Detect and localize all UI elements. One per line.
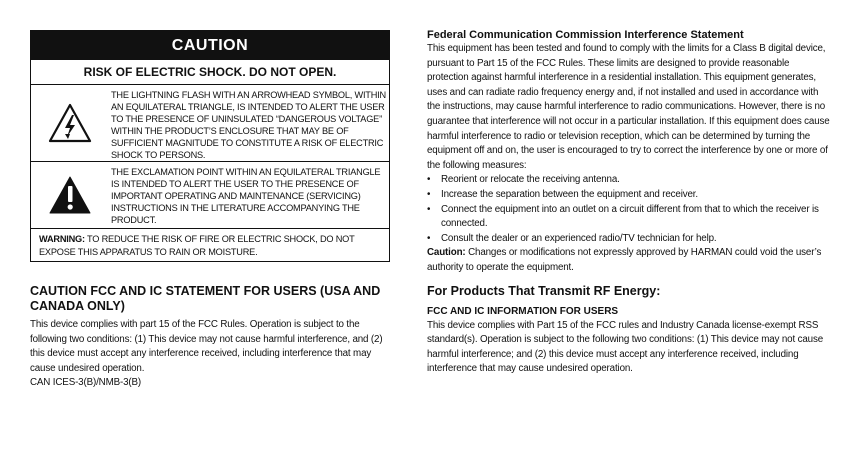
rf-energy-heading: For Products That Transmit RF Energy: xyxy=(427,283,661,298)
fcc-ic-title: CAUTION FCC AND IC STATEMENT FOR USERS (USA AND CANADA ONLY) xyxy=(30,284,381,313)
right-column xyxy=(427,28,832,377)
list-item: • Reorient or relocate the receiving antenna. xyxy=(427,173,832,188)
fcc-interference-body: This equipment has been tested and found to comply with the limits for a Class B digital device, pursuant to Part 15 of the FCC Rules. These limits are designed to provide reasonable protection against harmful interference in a residential installation. This equipment generates, uses and can radiate radio frequency energy and, if not installed and used in accordance with the instructions, may cause harmful interference to radio communications. However, there is no guarantee that interference will not occur in a particular installation. If this equipment does cause harmful interference to radio or television reception, which can be determined by turning the equipment off and on, the user is encouraged to try to correct the interference by one or more of the following measures: xyxy=(427,43,830,171)
fcc-ic-body: This device complies with part 15 of the FCC Rules. Operation is subject to the following two conditions: (1) This device may not cause harmful interference, and (2) this device must accept any interference received, including interference that may cause undesired operation. xyxy=(30,319,383,374)
exclamation-triangle-icon xyxy=(31,162,109,228)
caution-note xyxy=(427,246,832,275)
list-item: • Connect the equipment into an outlet on a circuit different from that to which the receiver is connected. xyxy=(427,203,832,232)
measures-list xyxy=(427,173,832,246)
lightning-description: THE LIGHTNING FLASH WITH AN ARROWHEAD SYMBOL, WITHIN AN EQUILATERAL TRIANGLE, IS INTENDED TO ALERT THE USER TO THE PRESENCE OF UNINSULATED “DANGEROUS VOLTAGE” WITHIN THE PRODUCT’S ENCLOSURE THAT MAY BE OF SUFFICIENT MAGNITUDE TO CONSTITUTE A RISK OF ELECTRIC SHOCK TO PERSONS. xyxy=(111,90,386,160)
caution-box xyxy=(30,30,390,262)
warning-text: TO REDUCE THE RISK OF FIRE OR ELECTRIC SHOCK, DO NOT EXPOSE THIS APPARATUS TO RAIN OR MOISTURE. xyxy=(39,234,355,257)
left-column xyxy=(30,30,392,391)
lightning-triangle-icon xyxy=(31,85,109,161)
exclamation-row xyxy=(31,162,389,229)
warning-line xyxy=(31,229,389,261)
caution-label: Caution: xyxy=(427,247,466,259)
caution-text: Changes or modifications not expressly approved by HARMAN could void the user’s authority to operate the equipment. xyxy=(427,247,822,273)
list-item: • Increase the separation between the equipment and receiver. xyxy=(427,188,832,203)
rf-energy-subheading: FCC AND IC INFORMATION FOR USERS xyxy=(427,305,619,317)
lightning-row xyxy=(31,85,389,162)
fcc-ic-code: CAN ICES-3(B)/NMB-3(B) xyxy=(30,377,142,389)
warning-label: WARNING: xyxy=(39,234,85,244)
risk-of-shock-line: RISK OF ELECTRIC SHOCK. DO NOT OPEN. xyxy=(31,60,389,85)
fcc-interference-title: Federal Communication Commission Interference Statement xyxy=(427,29,744,41)
list-item: • Consult the dealer or an experienced radio/TV technician for help. xyxy=(427,232,832,247)
rf-energy-body: This device complies with Part 15 of the FCC rules and Industry Canada license-exempt RSS standard(s). Operation is subject to the following two conditions: (1) This device may not cause harmful interference; and (2) this device must accept any interference received, including interference that may cause undesired operation. xyxy=(427,319,824,375)
exclamation-description: THE EXCLAMATION POINT WITHIN AN EQUILATERAL TRIANGLE IS INTENDED TO ALERT THE USER TO THE PRESENCE OF IMPORTANT OPERATING AND MAINTENANCE (SERVICING) INSTRUCTIONS IN THE LITERATURE ACCOMPANYING THE PRODUCT. xyxy=(111,167,381,225)
caution-header: CAUTION xyxy=(31,31,389,60)
